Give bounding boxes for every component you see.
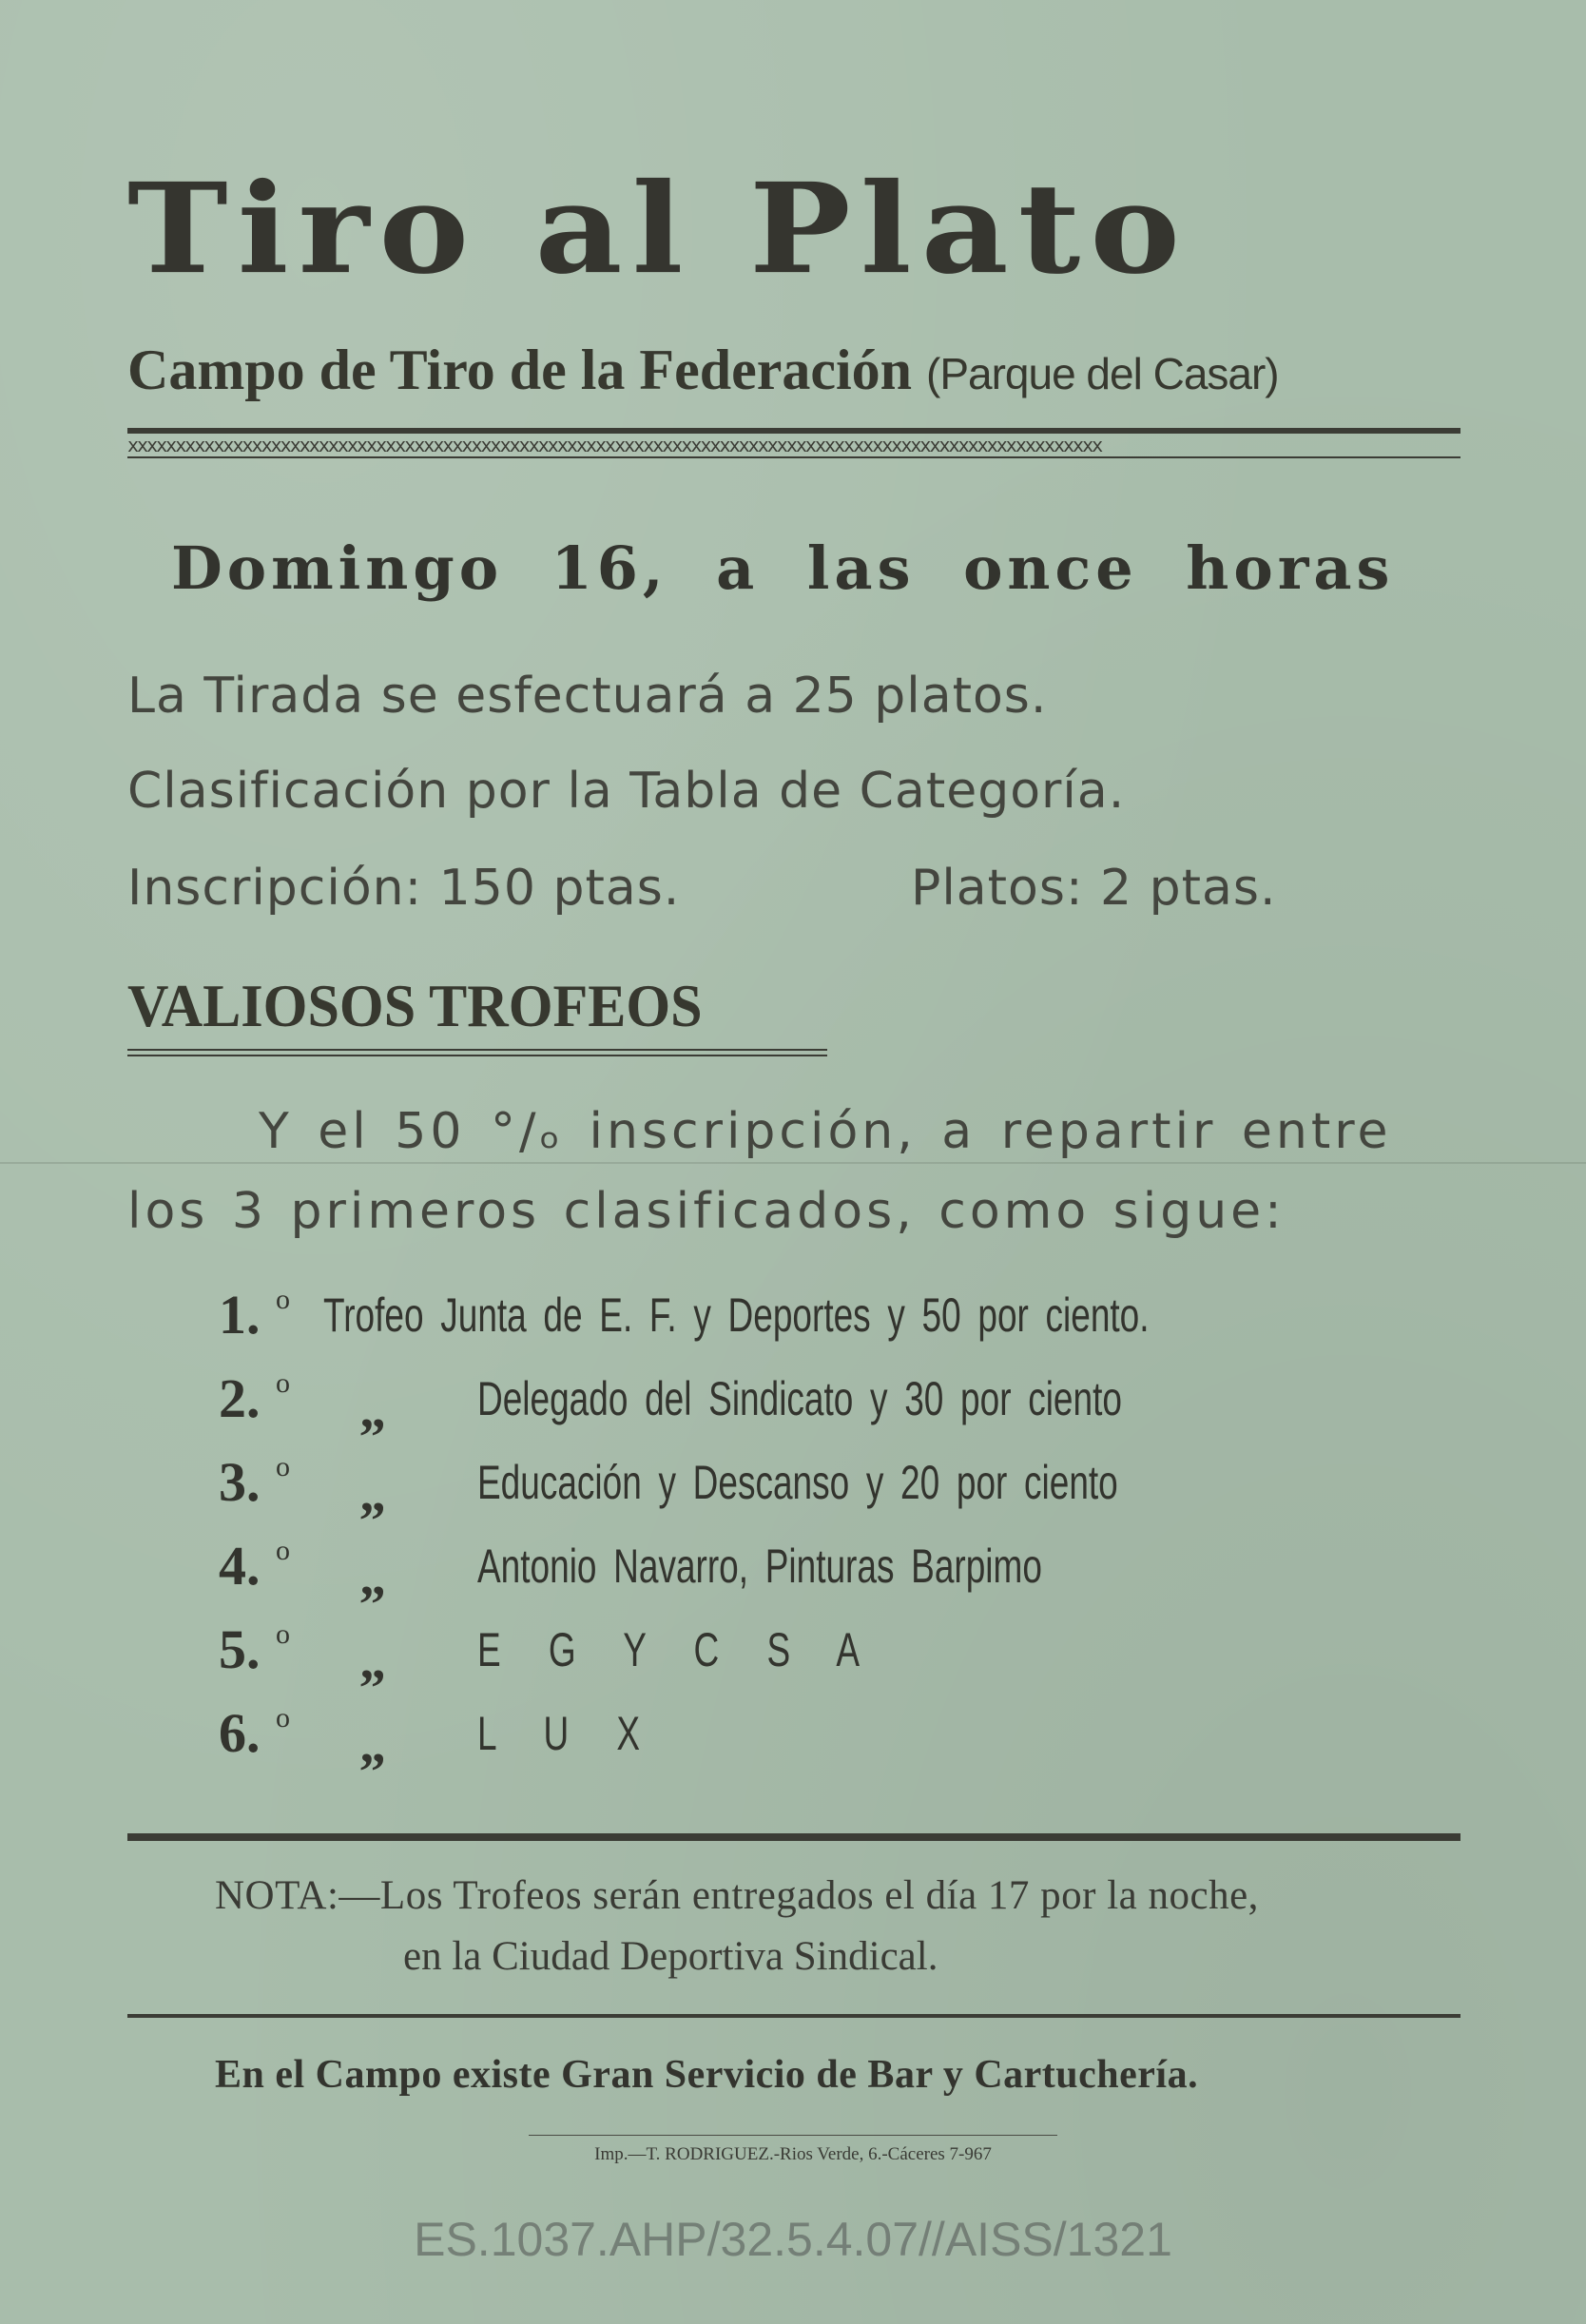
prize-number: 5.: [219, 1618, 261, 1680]
prize-row-1: [219, 1282, 1474, 1348]
prize-ordinal: o: [276, 1618, 290, 1650]
tirada-line: La Tirada se esfectuará a 25 platos.: [127, 668, 1048, 725]
prize-ordinal: o: [276, 1702, 290, 1733]
prize-description: Antonio Navarro, Pinturas Barpimo: [477, 1540, 1042, 1593]
event-date-line: Domingo 16, a las once horas: [171, 533, 1395, 603]
ditto-mark: „: [359, 1632, 386, 1691]
prize-description: L U X: [477, 1707, 656, 1760]
prize-ordinal: o: [276, 1367, 290, 1399]
prize-number: 3.: [219, 1451, 261, 1513]
decorative-x-border: xxxxxxxxxxxxxxxxxxxxxxxxxxxxxxxxxxxxxxxxxxxxxxxxxxxxxxxxxxxxxxxxxxxxxxxxxxxxxxxxxxxxxxxxxxxxxxxxxxxxxx: [127, 428, 1460, 458]
platos-fee: Platos: 2 ptas.: [911, 860, 1277, 917]
prize-paragraph-line-1: Y el 50 °/ₒ inscripción, a repartir entre: [259, 1103, 1392, 1160]
trophies-heading-underline: [127, 1049, 827, 1056]
imprint-rule: [529, 2135, 1057, 2136]
prize-number: 2.: [219, 1367, 261, 1429]
nota-line-1: NOTA:—Los Trofeos serán entregados el día 17 por la noche,: [215, 1873, 1259, 1918]
printer-imprint: Imp.—T. RODRIGUEZ.-Rios Verde, 6.-Cáceres 7-967: [594, 2144, 992, 2164]
section-divider-heavy: [127, 1833, 1460, 1841]
prize-number: 1.: [219, 1284, 261, 1346]
trophies-heading: VALIOSOS TROFEOS: [127, 972, 703, 1039]
poster-subtitle: [127, 337, 1478, 407]
ditto-mark: „: [359, 1548, 386, 1607]
poster-title: Tiro al Plato: [127, 156, 1190, 302]
prize-description: Educación y Descanso y 20 por ciento: [477, 1456, 1118, 1509]
inscripcion-fee: Inscripción: 150 ptas.: [127, 860, 681, 917]
prize-ordinal: o: [276, 1535, 290, 1566]
prize-number: 6.: [219, 1702, 261, 1764]
prize-number: 4.: [219, 1535, 261, 1597]
prize-description: Trofeo Junta de E. F. y Deportes y 50 por ciento.: [323, 1288, 1150, 1342]
prize-ordinal: o: [276, 1451, 290, 1482]
prize-row-3: [219, 1449, 1474, 1523]
paper-fold-line: [0, 1162, 1586, 1164]
ditto-mark: „: [359, 1715, 386, 1774]
section-divider-thin: [127, 2014, 1460, 2018]
prize-description: E G Y C S A: [477, 1623, 876, 1676]
subtitle-location: (Parque del Casar): [926, 349, 1279, 398]
ditto-mark: „: [359, 1464, 386, 1523]
archive-reference-code: ES.1037.AHP/32.5.4.07//AISS/1321: [414, 2213, 1172, 2266]
subtitle-text: Campo de Tiro de la Federación: [127, 339, 912, 401]
prize-paragraph-line-2: los 3 primeros clasificados, como sigue:: [127, 1183, 1286, 1240]
clasificacion-line: Clasificación por la Tabla de Categoría.: [127, 763, 1126, 820]
bar-service-line: En el Campo existe Gran Servicio de Bar y Cartuchería.: [215, 2053, 1199, 2097]
prize-row-2: [219, 1365, 1474, 1440]
prize-description: Delegado del Sindicato y 30 por ciento: [477, 1372, 1122, 1425]
nota-line-2: en la Ciudad Deportiva Sindical.: [403, 1934, 938, 1979]
prize-row-6: [219, 1700, 1474, 1774]
prize-row-4: [219, 1533, 1474, 1607]
prize-row-5: [219, 1617, 1474, 1691]
prize-ordinal: o: [276, 1284, 290, 1315]
ditto-mark: „: [359, 1381, 386, 1440]
